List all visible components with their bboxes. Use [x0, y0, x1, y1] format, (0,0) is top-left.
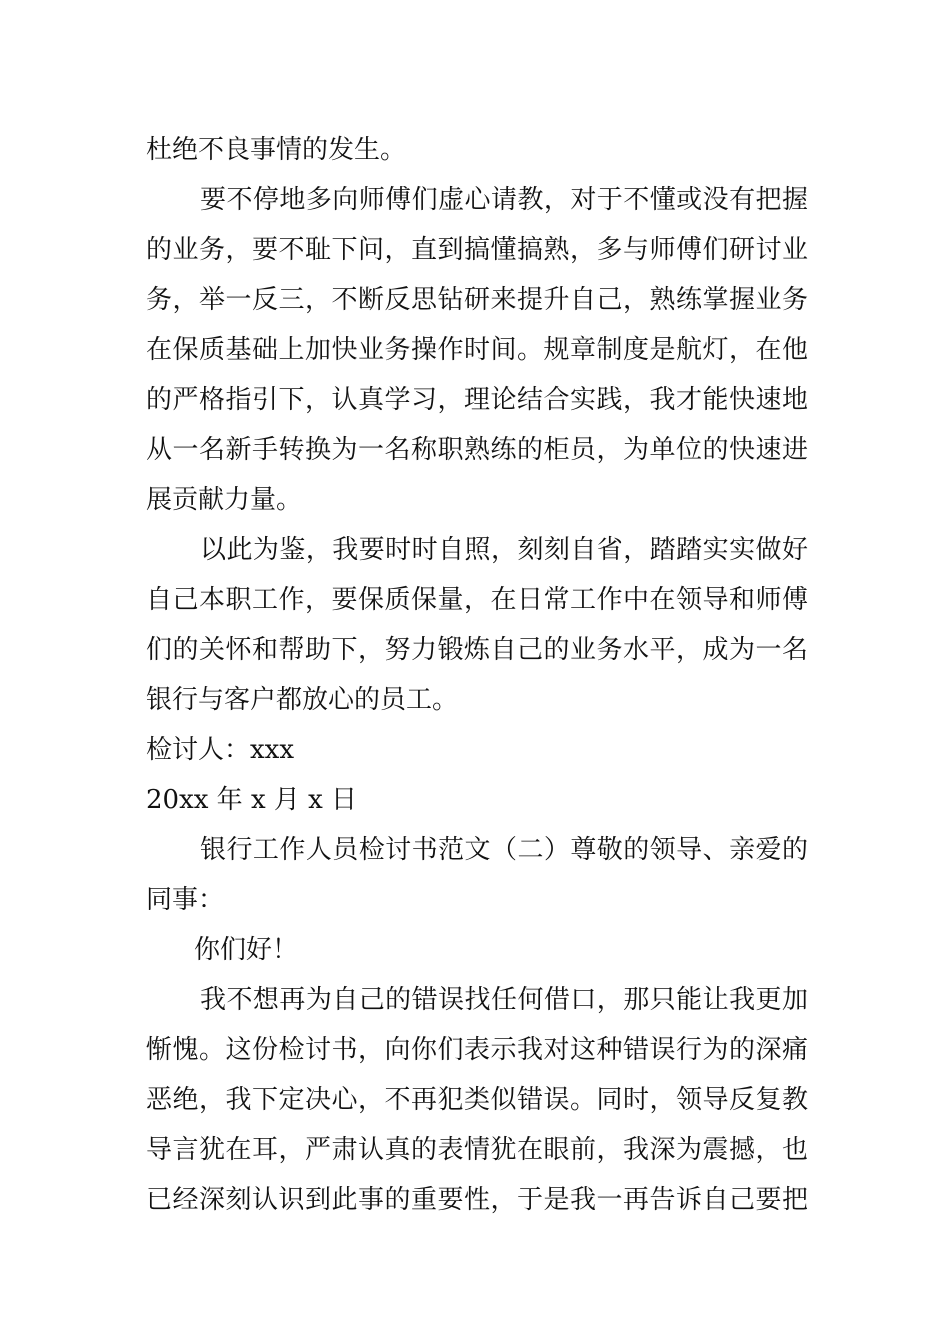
- text-line: 的业务，要不耻下问，直到搞懂搞熟，多与师傅们研讨业: [146, 235, 808, 265]
- text-line: 展贡献力量。: [146, 485, 303, 515]
- text-line: 从一名新手转换为一名称职熟练的柜员，为单位的快速进: [146, 435, 808, 465]
- paragraph-first-line: 以此为鉴，我要时时自照，刻刻自省，踏踏实实做好: [200, 535, 808, 565]
- text-line: 银行与客户都放心的员工。: [146, 685, 459, 715]
- text-line: 已经深刻认识到此事的重要性，于是我一再告诉自己要把: [146, 1185, 808, 1215]
- text-line: 在保质基础上加快业务操作时间。规章制度是航灯，在他: [146, 335, 808, 365]
- text-line: 导言犹在耳，严肃认真的表情犹在眼前，我深为震撼，也: [146, 1135, 808, 1165]
- date-line: 20xx 年 x 月 x 日: [146, 785, 358, 815]
- signature-line: 检讨人：xxx: [146, 735, 294, 765]
- section-heading-line: 银行工作人员检讨书范文（二）尊敬的领导、亲爱的: [200, 835, 808, 865]
- text-line: 杜绝不良事情的发生。: [146, 135, 407, 165]
- text-line: 恶绝，我下定决心，不再犯类似错误。同时，领导反复教: [146, 1085, 808, 1115]
- paragraph-first-line: 我不想再为自己的错误找任何借口，那只能让我更加: [200, 985, 808, 1015]
- text-line: 的严格指引下，认真学习，理论结合实践，我才能快速地: [146, 385, 808, 415]
- paragraph-first-line: 要不停地多向师傅们虚心请教，对于不懂或没有把握: [200, 185, 808, 215]
- text-line: 务，举一反三，不断反思钻研来提升自己，熟练掌握业务: [146, 285, 808, 315]
- text-line: 们的关怀和帮助下，努力锻炼自己的业务水平，成为一名: [146, 635, 808, 665]
- text-line: 惭愧。这份检讨书，向你们表示我对这种错误行为的深痛: [146, 1035, 808, 1065]
- salutation-line: 同事：: [146, 885, 225, 915]
- text-line: 自己本职工作，要保质保量，在日常工作中在领导和师傅: [146, 585, 808, 615]
- greeting-line: 你们好！: [194, 935, 299, 965]
